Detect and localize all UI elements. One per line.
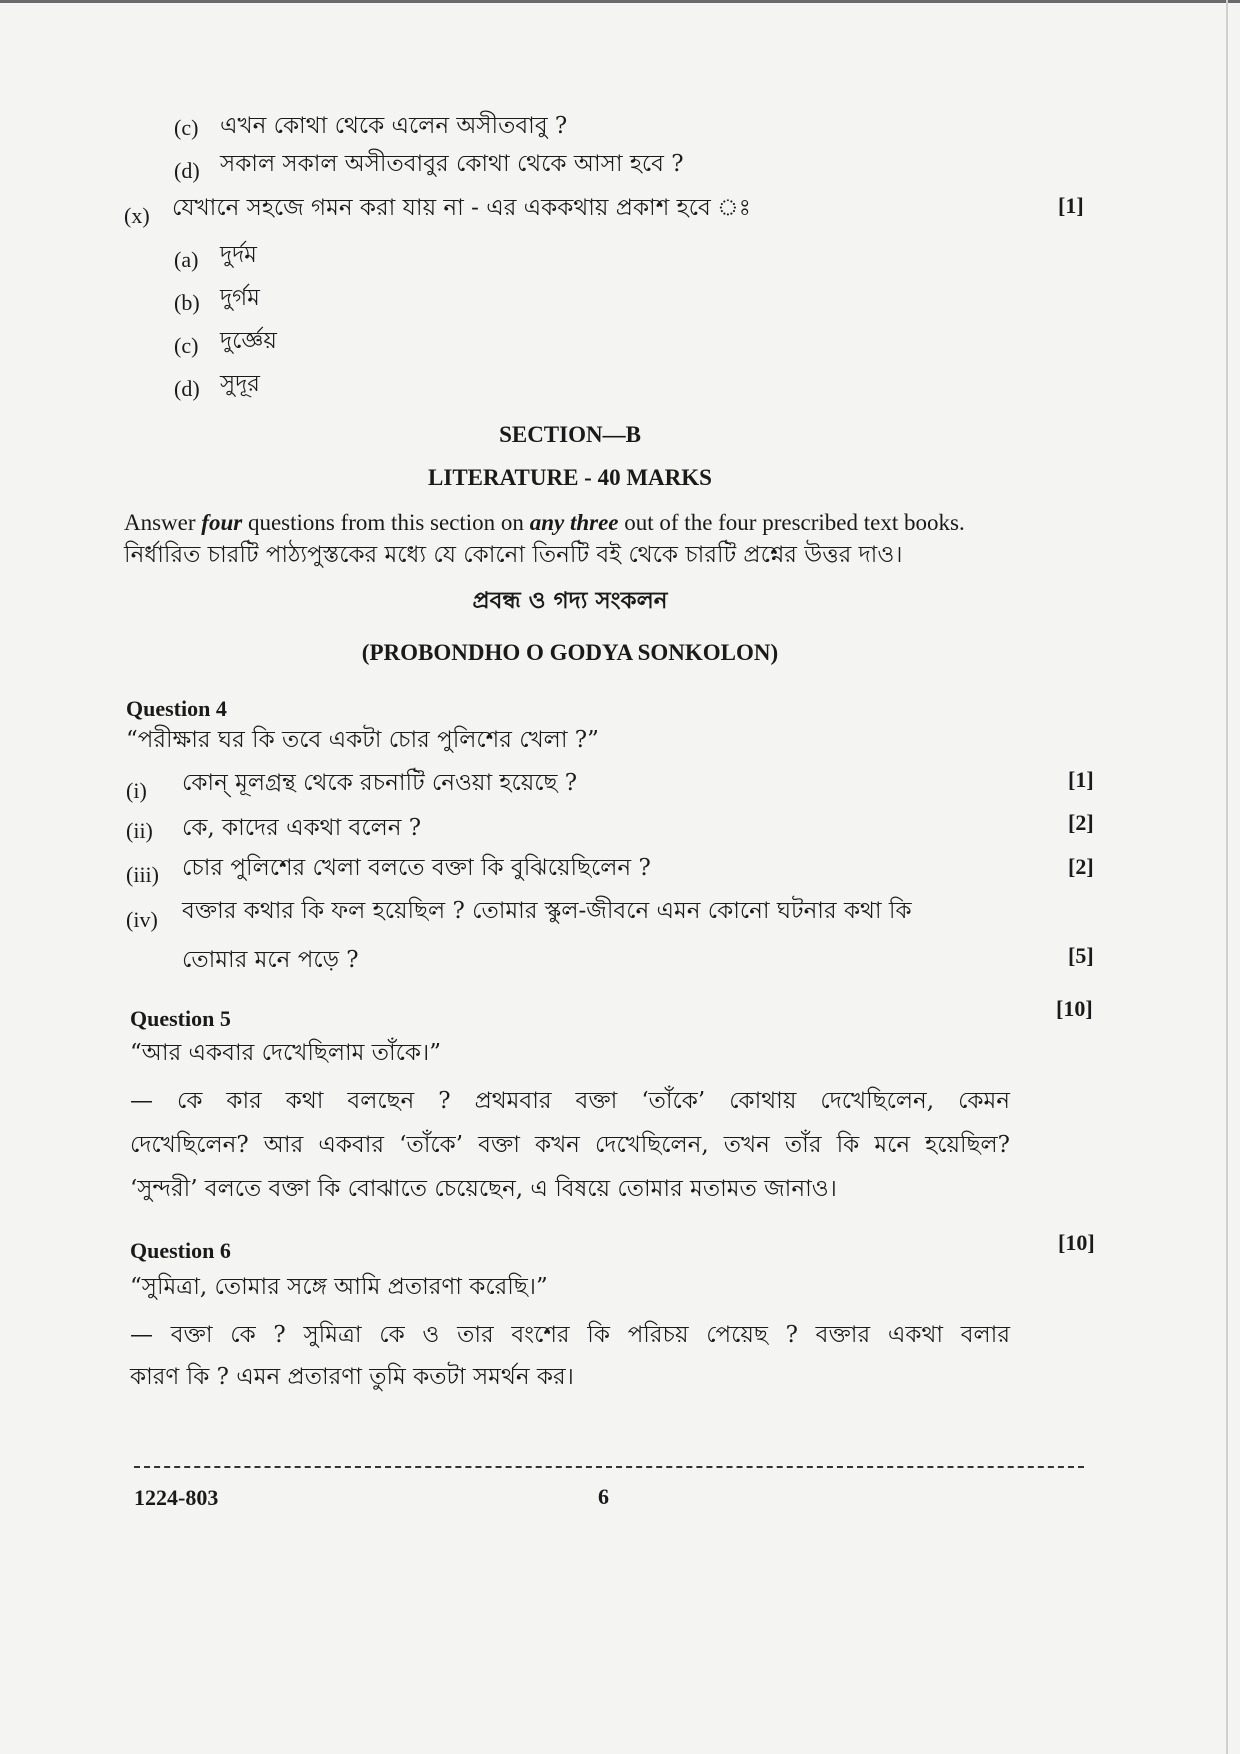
marks: [1] bbox=[1068, 767, 1094, 792]
book-title-english: (PROBONDHO O GODYA SONKOLON) bbox=[361, 640, 779, 665]
marks: [10] bbox=[1058, 1230, 1095, 1255]
marks: [2] bbox=[1068, 810, 1094, 835]
part-text: কে, কাদের একথা বলেন ? bbox=[182, 815, 422, 841]
instructions-bengali: নির্ধারিত চারটি পাঠ্যপুস্তকের মধ্যে যে কোনো তিনটি বই থেকে চারটি প্রশ্নের উত্তর দাও। bbox=[124, 542, 903, 568]
option-label: (b) bbox=[174, 290, 200, 315]
option-text: দুর্গম bbox=[220, 285, 260, 311]
paper-code: 1224-803 bbox=[134, 1485, 219, 1510]
section-title: SECTION—B bbox=[499, 422, 641, 447]
option-text: এখন কোথা থেকে এলেন অসীতবাবু ? bbox=[220, 113, 568, 139]
part-text: বক্তার কথার কি ফল হয়েছিল ? তোমার স্কুল-জীবনে এমন কোনো ঘটনার কথা কি bbox=[182, 898, 912, 924]
scan-top-edge bbox=[0, 0, 1240, 3]
part-text: কোন্ মূলগ্রন্থ থেকে রচনাটি নেওয়া হয়েছে ? bbox=[182, 770, 578, 796]
instructions-english: Answer four questions from this section on any three out of the four prescribed text books. bbox=[124, 510, 965, 535]
question-body-line: ‘সুন্দরী’ বলতে বক্তা কি বোঝাতে চেয়েছেন, এ বিষয়ে তোমার মতামত জানাও। bbox=[130, 1176, 837, 1202]
marks: [5] bbox=[1068, 943, 1094, 968]
section-subtitle: LITERATURE - 40 MARKS bbox=[428, 465, 712, 490]
question-quote: “সুমিত্রা, তোমার সঙ্গে আমি প্রতারণা করেছি।” bbox=[130, 1274, 548, 1300]
option-label: (c) bbox=[174, 333, 199, 358]
part-label: (ii) bbox=[126, 818, 153, 843]
question-label: (x) bbox=[124, 203, 150, 228]
question-text: যেখানে সহজে গমন করা যায় না - এর এককথায় প্রকাশ হবে ঃ bbox=[172, 195, 751, 221]
question-body-line: — বক্তা কে ? সুমিত্রা কে ও তার বংশের কি পরিচয় পেয়েছ ? বক্তার একথা বলার bbox=[130, 1322, 1010, 1348]
option-label: (d) bbox=[174, 376, 200, 401]
question-body-line: দেখেছিলেন? আর একবার ‘তাঁকে’ বক্তা কখন দেখেছিলেন, তখন তাঁর কি মনে হয়েছিল? bbox=[130, 1132, 1010, 1158]
option-label: (c) bbox=[174, 115, 199, 140]
option-text: দুর্জ্ঞেয় bbox=[220, 328, 277, 354]
question-title: Question 6 bbox=[130, 1238, 231, 1263]
option-text: সুদূর bbox=[220, 371, 260, 397]
question-body-line: কারণ কি ? এমন প্রতারণা তুমি কতটা সমর্থন কর। bbox=[130, 1364, 574, 1390]
part-text: চোর পুলিশের খেলা বলতে বক্তা কি বুঝিয়েছিলেন ? bbox=[182, 855, 651, 881]
option-label: (d) bbox=[174, 158, 200, 183]
book-title-bengali: প্রবন্ধ ও গদ্য সংকলন bbox=[472, 588, 668, 614]
option-text: দুর্দম bbox=[220, 242, 257, 268]
option-label: (a) bbox=[174, 247, 199, 272]
question-quote: “আর একবার দেখেছিলাম তাঁকে।” bbox=[130, 1040, 441, 1066]
footer-divider bbox=[134, 1466, 1084, 1468]
page-number: 6 bbox=[598, 1484, 609, 1509]
question-title: Question 4 bbox=[126, 696, 227, 721]
question-body-line: — কে কার কথা বলছেন ? প্রথমবার বক্তা ‘তাঁকে’ কোথায় দেখেছিলেন, কেমন bbox=[130, 1088, 1010, 1114]
scan-right-edge bbox=[1226, 0, 1228, 1754]
option-text: সকাল সকাল অসীতবাবুর কোথা থেকে আসা হবে ? bbox=[220, 151, 684, 177]
part-label: (iii) bbox=[126, 862, 159, 887]
question-title: Question 5 bbox=[130, 1006, 231, 1031]
part-label: (i) bbox=[126, 778, 147, 803]
part-text-continued: তোমার মনে পড়ে ? bbox=[182, 947, 359, 973]
marks: [1] bbox=[1058, 193, 1084, 218]
question-quote: “পরীক্ষার ঘর কি তবে একটা চোর পুলিশের খেলা ?” bbox=[126, 727, 599, 753]
part-label: (iv) bbox=[126, 907, 158, 932]
marks: [2] bbox=[1068, 854, 1094, 879]
marks: [10] bbox=[1056, 996, 1093, 1021]
